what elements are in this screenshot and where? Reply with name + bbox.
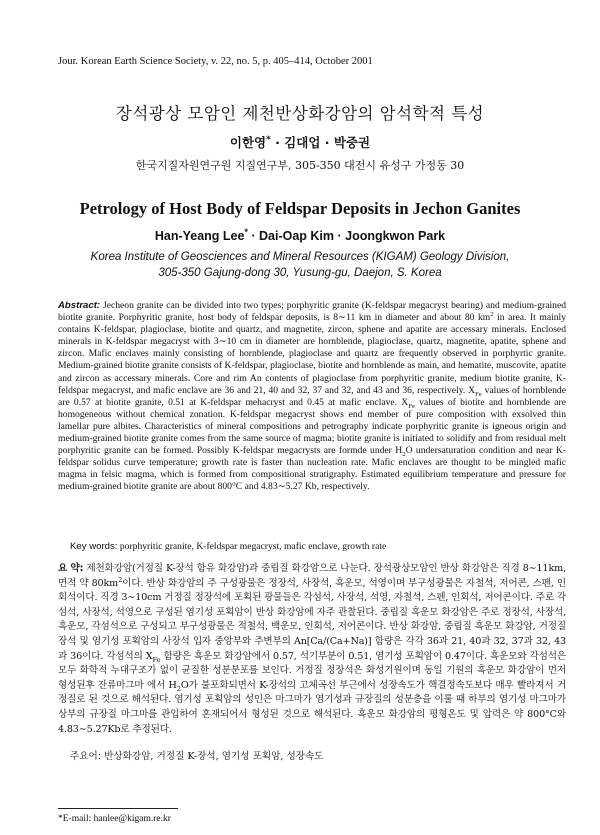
abstract-text-4: values of biotite and hornblende are homogeneous without chemical zonation. K-feldspar megacryst shows end member of pure composition with exsolved thin lamellar pure albites. Characteristics of mineral compositions and petrography indicate porphyritic granite is igneous origin and medium-grained biotite granite comes from the same source of magma; biotite granite is initiated to solidify and from residual melt porphyritic granite can be formed. Possibly K-feldspar megacrysts are formde under H bbox=[58, 396, 566, 457]
korean-coauthors: · 김대업 · 박중권 bbox=[275, 135, 371, 150]
korean-abstract-sub-2: Fe bbox=[152, 655, 161, 664]
korean-abstract-text-2: 이다. 반상 화강암의 주 구성광물은 정장석, 사장석, 흑운모, 석영이며 부구성광물은 자철석, 저어콘, 스펜, 인회석이다. 직경 3∼10cm 거정질 정장석에 포획된 광물들은 각섬석, 사장석, 석영, 자철석, 스펜, 인회석, 저어콘이다. 주로 각섬석, 사장석, 석영으로 구성된 염기성 포획암이 반상 화강암에 자주 관찰된다. 중립질 흑운모 화강암은 주로 정장석, 사장석, 흑운모, 각섬석으로 구성되고 부구성광물은 적철석, 백운모, 인회석, 저어콘이다. 반상 화강암, 중립질 흑운모 화강암, 거정질 장석 및 염기성 포획암의 사장석 입자 중앙부와 주변부의 An[Ca/(Ca+Na)] 함량은 각각 36과 21, 40과 32, 37과 32, 43과 36이다. 각섬석의 X bbox=[58, 577, 566, 662]
korean-abstract-text-4: O가 불포화되면서 K-장석의 고체곡선 부근에서 성장속도가 핵결정속도보다 매우 빨라져서 거정질로 된 것으로 해석된다. 염기성 포획암의 성인은 마그마가 염기성과 규장질의 성분층을 이룰 때 하부의 염기성 마그마가 상부의 규장질 마그마를 관입하여 혼재되어서 형성된 것으로 해석된다. 흑운모 화강암의 평형온도 및 압력은 약 800°C와 4.83∼5.27Kb로 추정된다. bbox=[58, 679, 566, 735]
abstract-sub-3: Fe bbox=[408, 402, 415, 410]
korean-abstract bbox=[58, 562, 566, 737]
abstract-text-1: Jecheon granite can be divided into two types; porphyritic granite (K-feldspar megacryst bearing) and medium-grained biotite granite. Porphyritic granite, host body of feldspar deposits, is 8∼11 km in diameter and about 80 km bbox=[58, 300, 566, 324]
korean-keywords bbox=[70, 748, 570, 762]
abstract-sub-2: Fe bbox=[475, 390, 482, 398]
abstract-sub-4: 2 bbox=[402, 451, 406, 459]
english-affiliation-line1: Korea Institute of Geosciences and Mineral Resources (KIGAM) Geology Division, bbox=[90, 251, 510, 263]
korean-abstract-sub-3: 2 bbox=[176, 684, 181, 693]
english-corresponding-author: Han-Yeang Lee bbox=[154, 229, 245, 243]
korean-abstract-sup-1: 2 bbox=[118, 575, 123, 584]
korean-affiliation: 한국지질자원연구원 지질연구부, 305-350 대전시 유성구 가정동 30 bbox=[135, 159, 465, 172]
korean-corresponding-author: 이한영 bbox=[229, 135, 267, 150]
journal-citation: Jour. Korean Earth Science Society, v. 22, no. 5, p. 405–414, October 2001 bbox=[58, 56, 373, 67]
english-abstract bbox=[58, 300, 566, 494]
korean-keywords-text: 반상화강암, 거정질 K-장석, 염기성 포획암, 성장속도 bbox=[101, 751, 324, 762]
corresponding-mark: * bbox=[266, 134, 271, 145]
korean-abstract-label: 요 약: bbox=[58, 563, 84, 574]
english-affiliation-line2: 305-350 Gajung-dong 30, Yusung-gu, Daejon, S. Korea bbox=[158, 267, 442, 279]
footnote-email: *E-mail: hanlee@kigam.re.kr bbox=[58, 814, 171, 824]
korean-title: 장석광상 모암인 제천반상화강암의 암석학적 특성 bbox=[115, 104, 485, 123]
english-authors bbox=[0, 226, 600, 243]
keywords-label: Key words: bbox=[70, 541, 118, 552]
abstract-sup-1: 2 bbox=[490, 310, 494, 318]
footnote-divider bbox=[58, 808, 178, 809]
korean-abstract-text-1: 제천화강암(거정질 K-장석 함유 화강암)과 중립질 화강암으로 나눈다. 장석광상모암인 반상 화강암은 직경 8∼11km, 면적 약 80km bbox=[58, 563, 566, 589]
abstract-text-3: values of hornblende are 0.57 at biotite granite, 0.51 at K-feldspar mehacryst and 0.45 at mafic enclave. X bbox=[58, 384, 566, 408]
english-affiliation bbox=[0, 249, 600, 281]
english-keywords bbox=[70, 541, 570, 552]
korean-abstract-text-3: 함량은 흑운모 화강암에서 0.57, 석기부분이 0.51, 염기성 포획암이 0.47이다. 흑운모와 각섬석은 모두 화학적 누대구조가 없이 균질한 성분분포를 보인다. 거정질 정장석은 화성기원이며 동일 기원의 흑운모 화강암이 먼저 형성된후 잔류마그마 에서 H bbox=[58, 650, 566, 691]
abstract-text-2: in area. It mainly contains K-feldspar, plagioclase, biotite and quartz, and magnetite, zircon, sphene and apatite are accessary minerals. Enclosed minerals in K-feldspar megacryst with 3∼10 cm in diameter are hornblende, plagioclase, quartz, magnetite, apatite, sphene and zircon. Mafic enclaves mainly consisting of hornblende, plagioclase and quartz are frequently observed in porphyrtic granite. Medium-grained biotite granite consists of K-feldspar, plagioclase, biotite and hornblende as main, and hematite, muscovite, apatite and zircon as accessary minerals. Core and rim An contents of plagioclase from porphyritic granite, medium biotite granite, K-feldspar megacryst, and mafic enclave are 36 and 21, 40 and 32, 37 and 32, and 43 and 36, respectively. X bbox=[58, 312, 566, 396]
abstract-text-5: O undersaturation condition and near K-feldspar solidus curve temperature; growth rate is faster than nucleation rate. Mafic enclaves are thought to be mingled mafic magma in felsic magma, which is formed from compositional stratigraphy. Estimated equilibrium temperature and pressure for medium-grained biotite granite are about 800°C and 4.83∼5.27 Kb, respectively. bbox=[58, 445, 566, 493]
korean-authors bbox=[0, 133, 600, 151]
english-title: Petrology of Host Body of Feldspar Deposits in Jechon Ganites bbox=[79, 199, 521, 218]
korean-keywords-label: 주요어: bbox=[70, 751, 102, 762]
keywords-text: porphyritic granite, K-feldspar megacryst, mafic enclave, growth rate bbox=[117, 541, 387, 552]
english-coauthors: · Dai-Oap Kim · Joongkwon Park bbox=[251, 229, 446, 243]
abstract-label: Abstract: bbox=[58, 300, 101, 311]
corresponding-mark: * bbox=[244, 226, 248, 237]
